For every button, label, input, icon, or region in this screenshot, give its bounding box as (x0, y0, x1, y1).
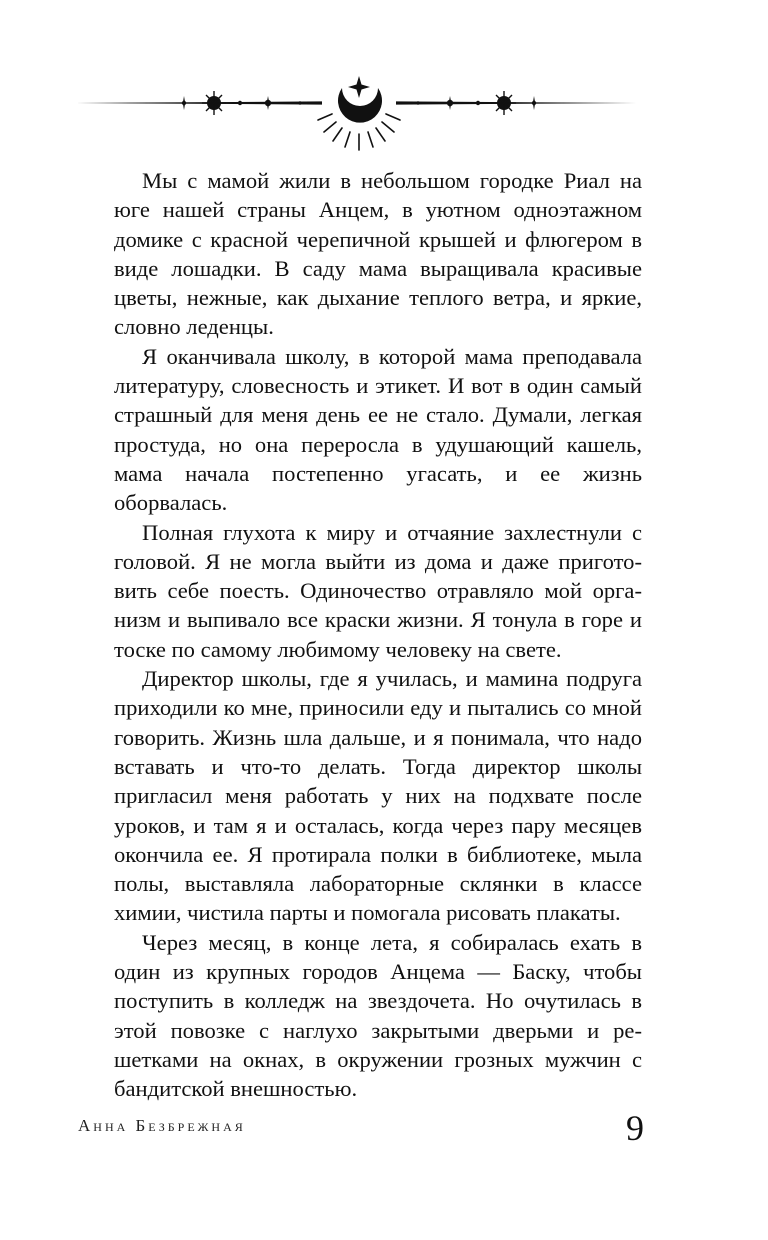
body-text (114, 166, 642, 1104)
crescent-moon-star-divider-icon (72, 70, 646, 160)
paragraph: Мы с мамой жили в небольшом городке Риал на юге нашей страны Анцем, в уютном одноэтажном домике с красной черепичной крышей и флюгером в виде лошадки. В саду мама выращивала красивые цветы, нежные, как дыхание теплого ветра, и яркие, словно леденцы. (114, 168, 642, 340)
paragraph: Директор школы, где я училась, и мамина подруга приходили ко мне, приносили еду и пытались со мной говорить. Жизнь шла дальше, и я понимала, что надо вставать и что-то делать. Тогда директор школы пригласил меня работать у них на подхвате после уроков, и там я и осталась, когда через пару месяцев окончила ее. Я протирала полки в библиотеке, мыла полы, выставляла лабораторные склянки в классе химии, чистила парты и помогала рисовать плакаты. (114, 666, 642, 926)
paragraph: Полная глухота к миру и отчаяние захлестнули с головой. Я не могла выйти из дома и даже приготовить себе поесть. Одиночество отравляло мой организм и выпивало все краски жизни. Я тонула в горе и тоске по самому любимому человеку на свете. (114, 519, 642, 662)
running-footer-author: Анна Безбрежная (78, 1116, 246, 1135)
page-number: 9 (626, 1108, 644, 1148)
paragraph: Я оканчивала школу, в которой мама преподавала литературу, словесность и этикет. И вот в один самый страшный для меня день ее не стало. Думали, легкая простуда, но она переросла в удушающий кашель, мама начала постепенно угасать, и ее жизнь оборвалась. (114, 343, 642, 516)
paragraph: Через месяц, в конце лета, я собиралась ехать в один из крупных городов Анцема — Баску, чтобы поступить в колледж на звездочета. Но очутилась в этой повозке с наглухо закрытыми дверьми и решетками на окнах, в окружении грозных мужчин с бандитской внешностью. (114, 929, 642, 1102)
